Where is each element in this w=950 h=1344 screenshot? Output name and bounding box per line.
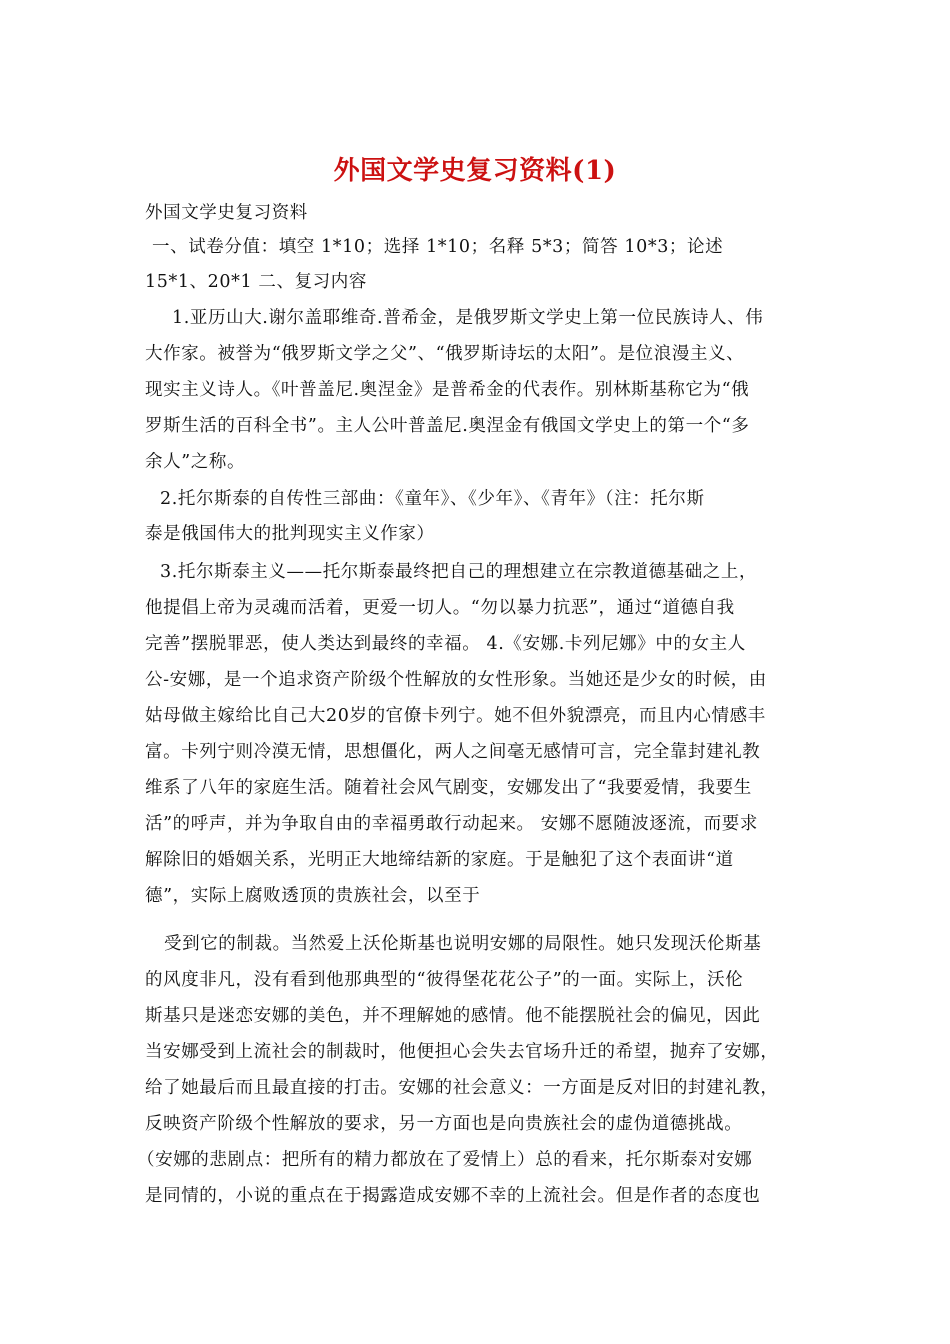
text-line: 当安娜受到上流社会的制裁时，他便担心会失去官场升迁的希望，抛弃了安娜， (145, 1042, 779, 1062)
text-line: 富。卡列宁则冷漠无情，思想僵化，两人之间毫无感情可言，完全靠封建礼教 (145, 742, 761, 762)
text-line: 是同情的，小说的重点在于揭露造成安娜不幸的上流社会。但是作者的态度也 (145, 1186, 761, 1206)
text-line: 2.托尔斯泰的自传性三部曲：《童年》、《少年》、《青年》（注：托尔斯 (160, 489, 705, 509)
text-line: 1.亚历山大.谢尔盖耶维奇.普希金，是俄罗斯文学史上第一位民族诗人、伟 (172, 308, 764, 328)
text-line: 解除旧的婚姻关系，光明正大地缔结新的家庭。于是触犯了这个表面讲“道 (145, 850, 734, 870)
text-line: 姑母做主嫁给比自己大20岁的官僚卡列宁。她不但外貌漂亮，而且内心情感丰 (145, 706, 766, 726)
text-line: 受到它的制裁。当然爱上沃伦斯基也说明安娜的局限性。她只发现沃伦斯基 (164, 934, 762, 954)
text-line: 大作家。被誉为“俄罗斯文学之父”、“俄罗斯诗坛的太阳”。是位浪漫主义、 (145, 344, 745, 364)
text-line: 反映资产阶级个性解放的要求，另一方面也是向贵族社会的虚伪道德挑战。 (145, 1114, 743, 1134)
text-line: 泰是俄国伟大的批判现实主义作家） (145, 524, 435, 544)
text-line: 3.托尔斯泰主义——托尔斯泰最终把自己的理想建立在宗教道德基础之上， (160, 562, 758, 582)
document-title: 外国文学史复习资料(1) (333, 156, 617, 186)
text-line: 外国文学史复习资料 (145, 203, 308, 223)
text-line: 一、试卷分值：填空 1*10；选择 1*10；名释 5*3；简答 10*3；论述 (152, 237, 724, 257)
text-line: 现实主义诗人。《叶普盖尼.奥涅金》是普希金的代表作。别林斯基称它为“俄 (145, 380, 750, 400)
text-line: 15*1、20*1 二、复习内容 (145, 272, 367, 292)
text-line: 公-安娜，是一个追求资产阶级个性解放的女性形象。当她还是少女的时候，由 (145, 670, 767, 690)
text-line: 完善”摆脱罪恶，使人类达到最终的幸福。 4.《安娜.卡列尼娜》中的女主人 (145, 634, 746, 654)
text-line: 维系了八年的家庭生活。随着社会风气剧变，安娜发出了“我要爱情，我要生 (145, 778, 752, 798)
text-line: 活”的呼声，并为争取自由的幸福勇敢行动起来。 安娜不愿随波逐流，而要求 (145, 814, 759, 834)
text-line: 给了她最后而且最直接的打击。安娜的社会意义：一方面是反对旧的封建礼教， (145, 1078, 779, 1098)
text-line: 余人”之称。 (145, 452, 246, 472)
text-line: 德”，实际上腐败透顶的贵族社会，以至于 (145, 886, 481, 906)
text-line: （安娜的悲剧点：把所有的精力都放在了爱情上）总的看来，托尔斯泰对安娜 (137, 1150, 753, 1170)
text-line: 的风度非凡，没有看到他那典型的“彼得堡花花公子”的一面。实际上，沃伦 (145, 970, 744, 990)
text-line: 他提倡上帝为灵魂而活着，更爱一切人。“勿以暴力抗恶”，通过“道德自我 (145, 598, 735, 618)
text-line: 斯基只是迷恋安娜的美色，并不理解她的感情。他不能摆脱社会的偏见，因此 (145, 1006, 761, 1026)
text-line: 罗斯生活的百科全书”。主人公叶普盖尼.奥涅金有俄国文学史上的第一个“多 (145, 416, 750, 436)
